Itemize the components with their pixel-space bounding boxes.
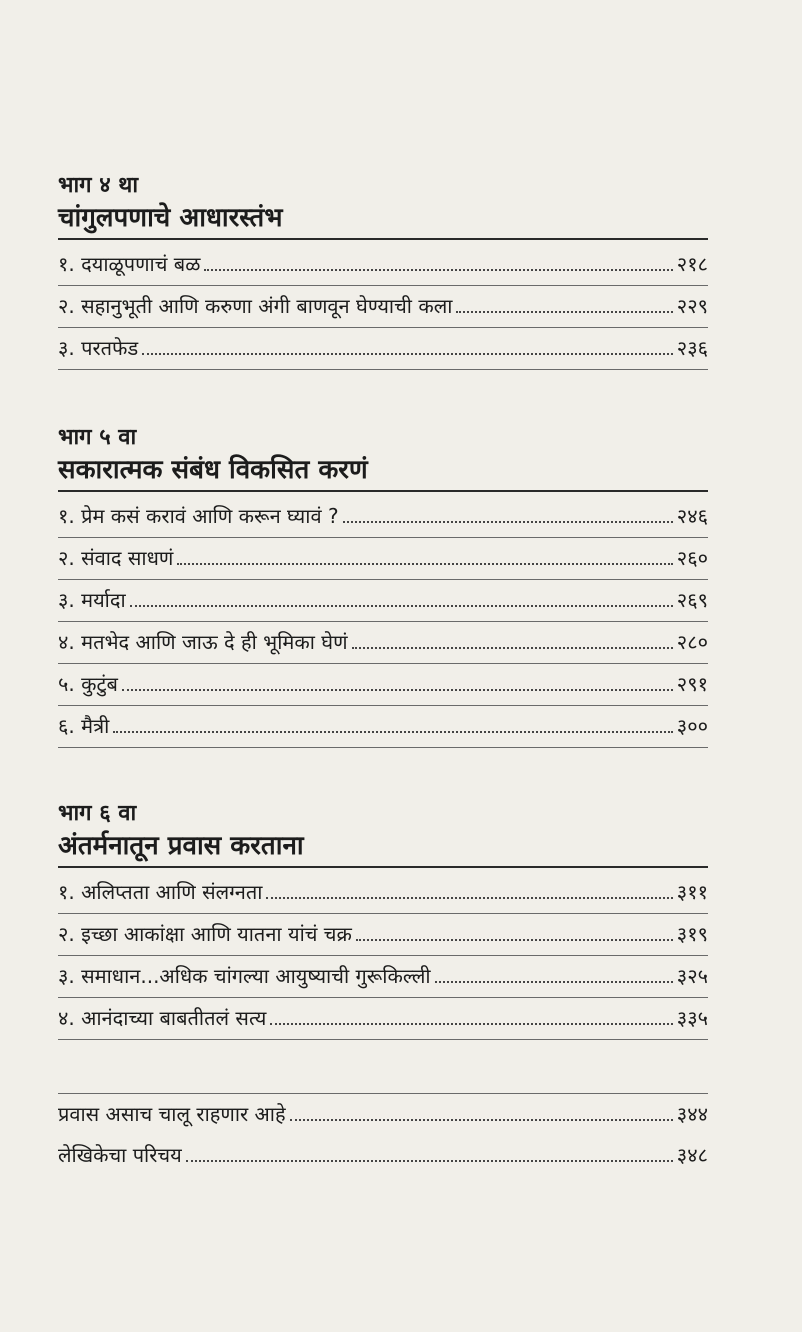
entry-page: २४६: [676, 504, 708, 528]
entry-title: ५. कुटुंब: [58, 672, 118, 696]
entry-page: २९१: [676, 672, 708, 696]
entry-title: ३. मर्यादा: [58, 588, 126, 612]
entry-page: ३२५: [676, 964, 708, 988]
toc-entry: [58, 286, 708, 328]
toc-entry: [58, 328, 708, 370]
dot-leader: [142, 353, 673, 355]
entry-title: १. अलिप्तता आणि संलग्नता: [58, 880, 263, 904]
dot-leader: [435, 981, 673, 983]
entry-page: २१८: [676, 252, 708, 276]
entry-title: ४. आनंदाच्या बाबतीतलं सत्य: [58, 1006, 267, 1030]
dot-leader: [130, 605, 673, 607]
dot-leader: [186, 1160, 673, 1162]
part-4: [58, 170, 708, 370]
entry-page: ३४८: [676, 1143, 708, 1167]
toc-entry: [58, 998, 708, 1040]
part-title: सकारात्मक संबंध विकसित करणं: [58, 452, 708, 492]
dot-leader: [343, 521, 673, 523]
part-label: भाग ५ वा: [58, 424, 137, 450]
dot-leader: [113, 731, 673, 733]
entry-page: ३४४: [676, 1102, 708, 1126]
toc-entry: [58, 538, 708, 580]
toc-entry: [58, 622, 708, 664]
part-label: भाग ४ था: [58, 172, 139, 198]
toc-entry: [58, 580, 708, 622]
entry-title: २. सहानुभूती आणि करुणा अंगी बाणवून घेण्याची कला: [58, 294, 453, 318]
entry-page: २३६: [676, 336, 708, 360]
dot-leader: [456, 311, 672, 313]
toc-entry: [58, 1093, 708, 1135]
entry-title: प्रवास असाच चालू राहणार आहे: [58, 1102, 286, 1126]
entry-title: लेखिकेचा परिचय: [58, 1143, 182, 1167]
entry-page: २६९: [676, 588, 708, 612]
part-title: चांगुलपणाचे आधारस्तंभ: [58, 200, 708, 240]
entry-title: २. संवाद साधणं: [58, 546, 174, 570]
toc-entry: [58, 244, 708, 286]
entry-page: ३३५: [676, 1006, 708, 1030]
toc-entry: [58, 496, 708, 538]
toc-entry: [58, 664, 708, 706]
dot-leader: [122, 689, 673, 691]
part-label: भाग ६ वा: [58, 800, 137, 826]
entry-title: २. इच्छा आकांक्षा आणि यातना यांचं चक्र: [58, 922, 352, 946]
toc-entry: [58, 872, 708, 914]
part-5: [58, 422, 708, 748]
part-title: अंतर्मनातून प्रवास करताना: [58, 828, 708, 868]
entry-page: ३००: [676, 714, 708, 738]
dot-leader: [356, 939, 673, 941]
part-6: [58, 798, 708, 1040]
closing-entries: [58, 1093, 708, 1176]
entry-title: ६. मैत्री: [58, 714, 110, 738]
dot-leader: [266, 897, 672, 899]
toc-entry: [58, 1135, 708, 1176]
entry-page: ३११: [676, 880, 708, 904]
toc-entry: [58, 956, 708, 998]
dot-leader: [177, 563, 672, 565]
entry-title: ३. परतफेड: [58, 336, 139, 360]
entry-title: ४. मतभेद आणि जाऊ दे ही भूमिका घेणं: [58, 630, 348, 654]
dot-leader: [352, 647, 673, 649]
entry-title: ३. समाधान...अधिक चांगल्या आयुष्याची गुरूकिल्ली: [58, 964, 431, 988]
dot-leader: [270, 1023, 672, 1025]
entry-page: २६०: [676, 546, 708, 570]
toc-entry: [58, 706, 708, 748]
entry-title: १. दयाळूपणाचं बळ: [58, 252, 201, 276]
entry-page: २२९: [676, 294, 708, 318]
toc-entry: [58, 914, 708, 956]
entry-page: २८०: [676, 630, 708, 654]
entry-title: १. प्रेम कसं करावं आणि करून घ्यावं ?: [58, 504, 339, 528]
entry-page: ३१९: [676, 922, 708, 946]
dot-leader: [204, 269, 672, 271]
dot-leader: [290, 1119, 673, 1121]
